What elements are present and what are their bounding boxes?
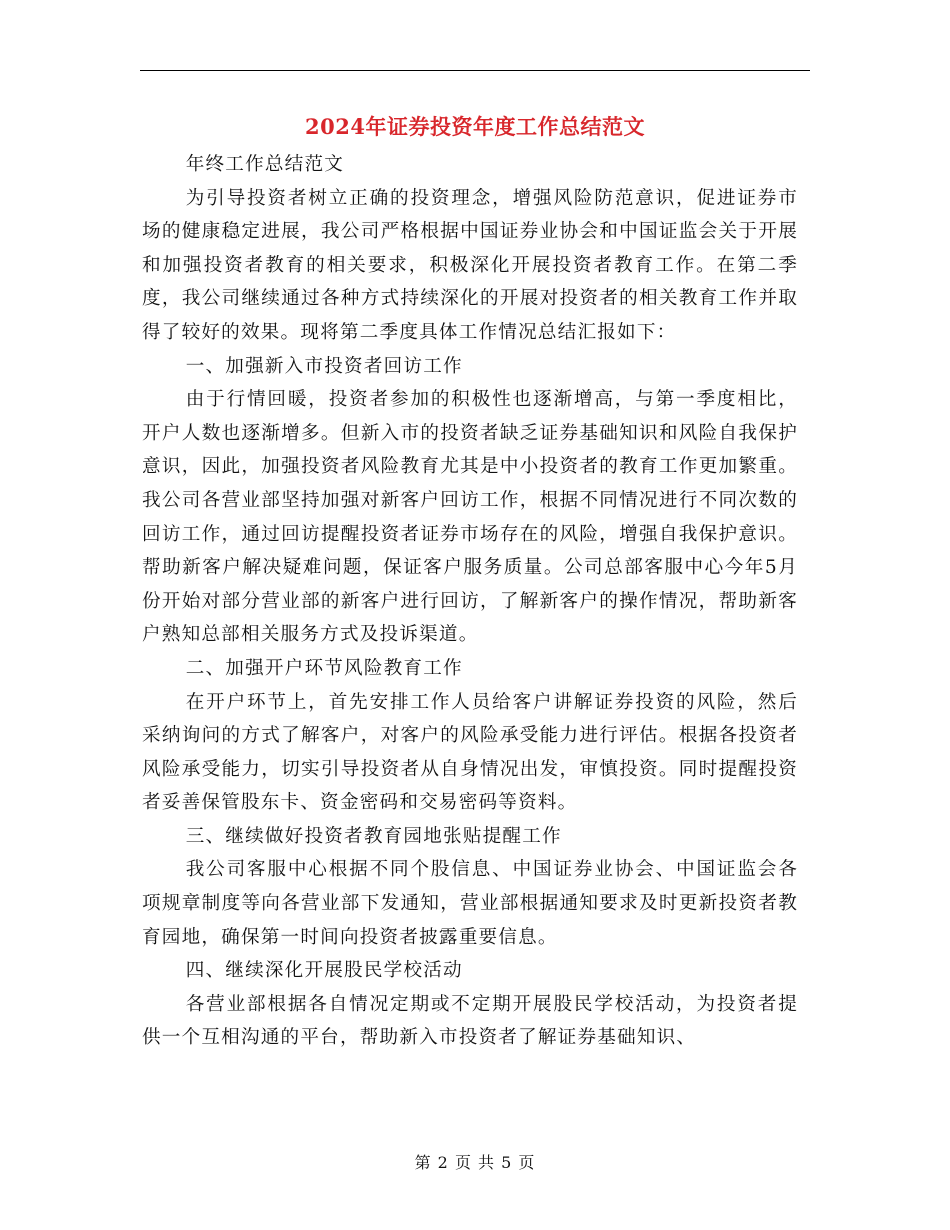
- section-heading-2: 二、加强开户环节风险教育工作: [185, 657, 463, 679]
- paragraph-subtitle: 年终工作总结范文: [185, 154, 345, 175]
- document-body: [142, 148, 798, 1055]
- paragraph-intro: 为引导投资者树立正确的投资理念，增强风险防范意识，促进证券市场的健康稳定进展，我公司严格根据中国证券业协会和中国证监会关于开展和加强投资者教育的相关要求，积极深化开展投资者教育工作。在第二季度，我公司继续通过各种方式持续深化的开展对投资者的相关教育工作并取得了较好的效果。现将第二季度具体工作情况总结汇报如下：: [142, 187, 798, 343]
- section-heading-4: 四、继续深化开展股民学校活动: [185, 960, 463, 982]
- section-heading-3: 三、继续做好投资者教育园地张贴提醒工作: [185, 825, 562, 847]
- section-heading-1: 一、加强新入市投资者回访工作: [185, 355, 463, 377]
- document-title: 2024年证券投资年度工作总结范文: [305, 114, 645, 139]
- page-number-footer: [0, 1152, 950, 1174]
- paragraph-section-4: 各营业部根据各自情况定期或不定期开展股民学校活动，为投资者提供一个互相沟通的平台，帮助新入市投资者了解证券基础知识、: [142, 993, 798, 1049]
- header-rule: [140, 70, 810, 71]
- paragraph-section-1: 由于行情回暖，投资者参加的积极性也逐渐增高，与第一季度相比，开户人数也逐渐增多。但新入市的投资者缺乏证券基础知识和风险自我保护意识，因此，加强投资者风险教育尤其是中小投资者的教育工作更加繁重。我公司各营业部坚持加强对新客户回访工作，根据不同情况进行不同次数的回访工作，通过回访提醒投资者证券市场存在的风险，增强自我保护意识。帮助新客户解决疑难问题，保证客户服务质量。公司总部客服中心今年5月份开始对部分营业部的新客户进行回访，了解新客户的操作情况，帮助新客户熟知总部相关服务方式及投诉渠道。: [142, 389, 798, 646]
- paragraph-section-2: 在开户环节上，首先安排工作人员给客户讲解证券投资的风险，然后采纳询问的方式了解客户，对客户的风险承受能力进行评估。根据各投资者风险承受能力，切实引导投资者从自身情况出发，审慎投资。同时提醒投资者妥善保管股东卡、资金密码和交易密码等资料。: [142, 691, 798, 814]
- paragraph-section-3: 我公司客服中心根据不同个股信息、中国证券业协会、中国证监会各项规章制度等向各营业部下发通知，营业部根据通知要求及时更新投资者教育园地，确保第一时间向投资者披露重要信息。: [142, 859, 798, 948]
- page-number-label: 第 2 页 共 5 页: [414, 1153, 536, 1172]
